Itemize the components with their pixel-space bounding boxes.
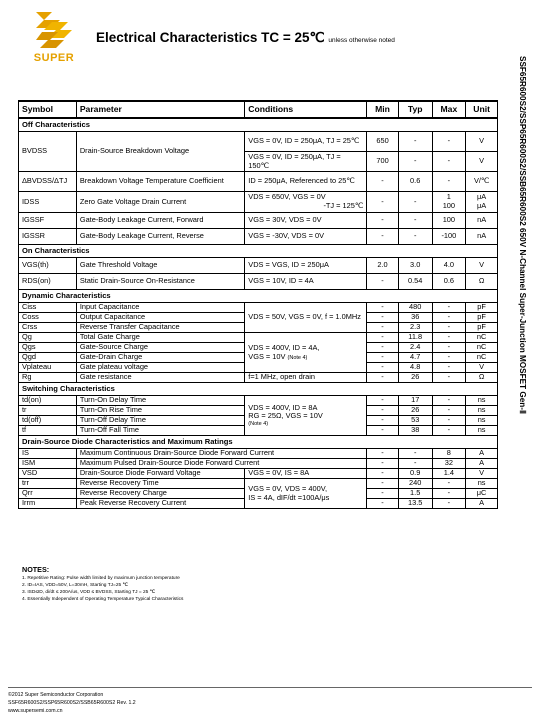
typ-cell: 4.7 [398, 353, 432, 363]
symbol-cell: Rg [19, 373, 77, 383]
table-row [19, 333, 498, 343]
condition-line [248, 353, 363, 362]
max-cell: - [432, 152, 466, 172]
header-symbol: Symbol [19, 101, 77, 118]
condition-cell: ID = 250μA, Referenced to 25℃ [245, 172, 367, 192]
condition-cell: VGS = 10V, ID = 4A [245, 274, 367, 290]
typ-cell: - [398, 132, 432, 152]
parameter-cell: Total Gate Charge [76, 333, 244, 343]
table-row [19, 132, 498, 152]
min-cell: 2.0 [367, 258, 399, 274]
min-cell: - [367, 469, 399, 479]
typ-cell: 240 [398, 479, 432, 489]
unit-cell: ns [466, 406, 498, 416]
typ-cell: 17 [398, 396, 432, 406]
symbol-cell: Vplateau [19, 363, 77, 373]
diode-rows [19, 449, 498, 509]
parameter-cell: Reverse Recovery Time [76, 479, 244, 489]
min-cell: - [367, 343, 399, 353]
condition-cell: VGS = -30V, VDS = 0V [245, 229, 367, 245]
footer [8, 692, 136, 715]
max-cell: - [432, 479, 466, 489]
switching-rows [19, 396, 498, 436]
section-diode: Drain-Source Diode Characteristics and Maximum Ratings [19, 436, 498, 449]
note-item: 3. ISD≤ID, di/dt ≤ 200A/us, VDD ≤ BVDSS, Starting TJ = 25 ℃ [22, 590, 156, 596]
footer-website: www.supersemi.com.cn [8, 707, 63, 714]
parameter-cell: Static Drain-Source On-Resistance [76, 274, 244, 290]
table-row [19, 449, 498, 459]
max-cell: - [432, 363, 466, 373]
min-cell: - [367, 459, 399, 469]
header-typ: Typ [398, 101, 432, 118]
condition-cell: VGS = 30V, VDS = 0V [245, 213, 367, 229]
condition-line: IS = 4A, dIF/dt =100A/μs [248, 492, 330, 502]
unit-cell: V [466, 258, 498, 274]
title-main: Electrical Characteristics TC = 25℃ [96, 30, 325, 45]
symbol-cell: trr [19, 479, 77, 489]
table-row [19, 274, 498, 290]
table-row [19, 469, 498, 479]
notes [22, 565, 183, 604]
unit-cell: Ω [466, 274, 498, 290]
unit-cell: ns [466, 426, 498, 436]
symbol-cell: ΔBVDSS/ΔTJ [19, 172, 77, 192]
parameter-cell: Turn-On Rise Time [76, 406, 244, 416]
condition-cell [245, 396, 367, 436]
note-item: 2. ID=IAS, VDD=50V, L=30mH, Starting TJ=25 ℃ [22, 583, 128, 589]
typ-cell: - [398, 449, 432, 459]
typ-cell: 26 [398, 373, 432, 383]
parameter-cell: Breakdown Voltage Temperature Coefficient [76, 172, 244, 192]
min-cell: - [367, 449, 399, 459]
typ-cell: 26 [398, 406, 432, 416]
unit-cell: A [466, 459, 498, 469]
min-cell: - [367, 229, 399, 245]
typ-cell: 53 [398, 416, 432, 426]
condition-cell [245, 333, 367, 373]
min-cell: - [367, 323, 399, 333]
unit-cell: pF [466, 323, 498, 333]
max-cell [432, 192, 466, 213]
condition-line: VDS = 400V, ID = 4A, [248, 342, 320, 352]
condition-line: -TJ = 125℃ [323, 201, 364, 210]
min-cell: - [367, 363, 399, 373]
symbol-cell: IS [19, 449, 77, 459]
parameter-cell: Input Capacitance [76, 303, 244, 313]
min-cell: - [367, 192, 399, 213]
table-row [19, 192, 498, 213]
max-cell: - [432, 172, 466, 192]
table-row [19, 459, 498, 469]
min-cell: - [367, 489, 399, 499]
parameter-cell: Drain-Source Breakdown Voltage [76, 132, 244, 172]
condition-cell: VGS = 0V, ID = 250μA, TJ = 150℃ [245, 152, 367, 172]
symbol-cell: Irrm [19, 499, 77, 509]
max-cell: - [432, 416, 466, 426]
parameter-cell: Drain-Source Diode Forward Voltage [76, 469, 244, 479]
symbol-cell: tf [19, 426, 77, 436]
symbol-cell: ISM [19, 459, 77, 469]
header-max: Max [432, 101, 466, 118]
min-cell: - [367, 353, 399, 363]
unit-cell: Ω [466, 373, 498, 383]
unit-cell: pF [466, 303, 498, 313]
footer-copyright: ©2012 Super Semiconductor Corporation [8, 692, 104, 698]
table-row [19, 258, 498, 274]
parameter-cell: Gate resistance [76, 373, 244, 383]
condition-cell: f=1 MHz, open drain [245, 373, 367, 383]
max-cell: 1.4 [432, 469, 466, 479]
typ-cell: - [398, 152, 432, 172]
symbol-cell: IDSS [19, 192, 77, 213]
parameter-cell: Gate Threshold Voltage [76, 258, 244, 274]
section-switching: Switching Characteristics [19, 383, 498, 396]
max-cell: - [432, 489, 466, 499]
symbol-cell: RDS(on) [19, 274, 77, 290]
electrical-characteristics-table [18, 100, 498, 509]
min-cell: 700 [367, 152, 399, 172]
table-row [19, 172, 498, 192]
symbol-cell: Crss [19, 323, 77, 333]
max-line: 1 [446, 192, 451, 202]
typ-cell: 0.54 [398, 274, 432, 290]
unit-cell: nC [466, 333, 498, 343]
unit-cell: nA [466, 229, 498, 245]
min-cell: - [367, 406, 399, 416]
typ-cell: - [398, 459, 432, 469]
max-line: 100 [442, 201, 456, 210]
max-cell: - [432, 426, 466, 436]
note-item: 1. Repetitive Rating: Pulse width limited by maximum junction temperature [22, 576, 180, 582]
brand-logo [30, 10, 78, 66]
table-row [19, 213, 498, 229]
unit-cell: nC [466, 353, 498, 363]
dynamic-rows [19, 303, 498, 383]
max-cell: 32 [432, 459, 466, 469]
typ-cell: 0.6 [398, 172, 432, 192]
max-cell: 4.0 [432, 258, 466, 274]
symbol-cell: Qgd [19, 353, 77, 363]
symbol-cell: IGSSF [19, 213, 77, 229]
parameter-cell: Gate-Drain Charge [76, 353, 244, 363]
section-off: Off Characteristics [19, 118, 498, 132]
parameter-cell: Turn-Off Delay Time [76, 416, 244, 426]
unit-cell: V [466, 469, 498, 479]
condition-cell: VDS = VGS, ID = 250μA [245, 258, 367, 274]
min-cell: - [367, 479, 399, 489]
notes-heading: NOTES: [22, 565, 50, 574]
symbol-cell: IGSSR [19, 229, 77, 245]
symbol-cell: Qrr [19, 489, 77, 499]
unit-cell: ns [466, 479, 498, 489]
unit-line: μA [477, 201, 487, 210]
typ-cell: 2.3 [398, 323, 432, 333]
max-cell: - [432, 373, 466, 383]
min-cell: - [367, 313, 399, 323]
header-unit: Unit [466, 101, 498, 118]
parameter-cell: Output Capacitance [76, 313, 244, 323]
max-cell: - [432, 303, 466, 313]
max-cell: - [432, 313, 466, 323]
unit-cell: A [466, 449, 498, 459]
max-cell: - [432, 132, 466, 152]
unit-cell: V [466, 363, 498, 373]
parameter-cell: Reverse Recovery Charge [76, 489, 244, 499]
table-row [19, 373, 498, 383]
condition-line: RG = 25Ω, VGS = 10V [248, 411, 323, 421]
typ-cell: - [398, 229, 432, 245]
symbol-cell: BVDSS [19, 132, 77, 172]
symbol-cell: VGS(th) [19, 258, 77, 274]
symbol-cell: Ciss [19, 303, 77, 313]
unit-cell: nA [466, 213, 498, 229]
typ-cell: 13.5 [398, 499, 432, 509]
parameter-cell: Turn-Off Fall Time [76, 426, 244, 436]
condition-note: (Note 4) [287, 354, 308, 361]
header-min: Min [367, 101, 399, 118]
unit-cell: μC [466, 489, 498, 499]
min-cell: - [367, 303, 399, 313]
unit-cell: pF [466, 313, 498, 323]
parameter-cell: Maximum Continuous Drain-Source Diode Forward Current [76, 449, 366, 459]
typ-cell: - [398, 213, 432, 229]
symbol-cell: VSD [19, 469, 77, 479]
typ-cell: 1.5 [398, 489, 432, 499]
max-cell: - [432, 343, 466, 353]
title-qualifier: unless otherwise noted [328, 37, 395, 44]
min-cell: - [367, 333, 399, 343]
side-title: SSF65R600S2/SSP65R600S2/SSB65R600S2 650V N-Channel Super-Junction MOSFET Gen-Ⅱ [518, 56, 527, 415]
super-s-logo-icon [30, 10, 78, 50]
condition-line: VGS = 10V [248, 351, 286, 361]
table-row [19, 229, 498, 245]
footer-divider [8, 687, 532, 688]
unit-line: μA [477, 192, 487, 202]
condition-line: (Note 4) [248, 420, 269, 427]
unit-cell: V/℃ [466, 172, 498, 192]
unit-cell: V [466, 152, 498, 172]
table-row [19, 303, 498, 313]
symbol-cell: Qgs [19, 343, 77, 353]
max-cell: - [432, 406, 466, 416]
typ-cell: 36 [398, 313, 432, 323]
parameter-cell: Zero Gate Voltage Drain Current [76, 192, 244, 213]
symbol-cell: Coss [19, 313, 77, 323]
note-item: 4. Essentially Independent of Operating Temperature Typical Characteristics [22, 597, 184, 603]
condition-line: VGS = 0V, VDS = 400V, [248, 483, 328, 493]
condition-line: VDS = 400V, ID = 8A [248, 402, 318, 412]
max-cell: 0.6 [432, 274, 466, 290]
parameter-cell: Gate plateau voltage [76, 363, 244, 373]
max-cell: 8 [432, 449, 466, 459]
unit-cell: nC [466, 343, 498, 353]
max-cell: - [432, 333, 466, 343]
unit-cell [466, 192, 498, 213]
section-dynamic: Dynamic Characteristics [19, 290, 498, 303]
max-cell: -100 [432, 229, 466, 245]
parameter-cell: Reverse Transfer Capacitance [76, 323, 244, 333]
unit-cell: ns [466, 396, 498, 406]
min-cell: - [367, 213, 399, 229]
brand-name: SUPER [33, 52, 75, 64]
unit-cell: ns [466, 416, 498, 426]
table-row [19, 396, 498, 406]
max-cell: - [432, 499, 466, 509]
table-header-row [19, 101, 498, 118]
typ-cell: - [398, 192, 432, 213]
condition-cell [245, 192, 367, 213]
unit-cell: V [466, 132, 498, 152]
max-cell: 100 [432, 213, 466, 229]
typ-cell: 480 [398, 303, 432, 313]
parameter-cell: Gate-Body Leakage Current, Forward [76, 213, 244, 229]
parameter-cell: Peak Reverse Recovery Current [76, 499, 244, 509]
min-cell: - [367, 172, 399, 192]
condition-cell: VGS = 0V, ID = 250μA, TJ = 25℃ [245, 132, 367, 152]
max-cell: - [432, 396, 466, 406]
symbol-cell: td(on) [19, 396, 77, 406]
min-cell: - [367, 396, 399, 406]
header-conditions: Conditions [245, 101, 367, 118]
unit-cell: A [466, 499, 498, 509]
page-title [96, 30, 395, 46]
typ-cell: 0.9 [398, 469, 432, 479]
typ-cell: 3.0 [398, 258, 432, 274]
parameter-cell: Turn-On Delay Time [76, 396, 244, 406]
min-cell: - [367, 499, 399, 509]
max-cell: - [432, 353, 466, 363]
section-on: On Characteristics [19, 245, 498, 258]
typ-cell: 38 [398, 426, 432, 436]
condition-cell: VGS = 0V, IS = 8A [245, 469, 367, 479]
min-cell: - [367, 416, 399, 426]
min-cell: - [367, 373, 399, 383]
min-cell: - [367, 274, 399, 290]
condition-cell: VDS = 50V, VGS = 0V, f = 1.0MHz [245, 303, 367, 333]
table-row [19, 479, 498, 489]
parameter-cell: Gate-Body Leakage Current, Reverse [76, 229, 244, 245]
max-cell: - [432, 323, 466, 333]
min-cell: - [367, 426, 399, 436]
typ-cell: 2.4 [398, 343, 432, 353]
parameter-cell: Maximum Pulsed Drain-Source Diode Forward Current [76, 459, 366, 469]
symbol-cell: td(off) [19, 416, 77, 426]
symbol-cell: Qg [19, 333, 77, 343]
min-cell: 650 [367, 132, 399, 152]
header-parameter: Parameter [76, 101, 244, 118]
condition-line: VDS = 650V, VGS = 0V [248, 192, 326, 202]
typ-cell: 11.8 [398, 333, 432, 343]
condition-cell [245, 479, 367, 509]
parameter-cell: Gate-Source Charge [76, 343, 244, 353]
symbol-cell: tr [19, 406, 77, 416]
typ-cell: 4.8 [398, 363, 432, 373]
footer-part-rev: SSF65R600S2/SSP65R600S2/SSB65R600S2 Rev. 1.2 [8, 699, 136, 706]
